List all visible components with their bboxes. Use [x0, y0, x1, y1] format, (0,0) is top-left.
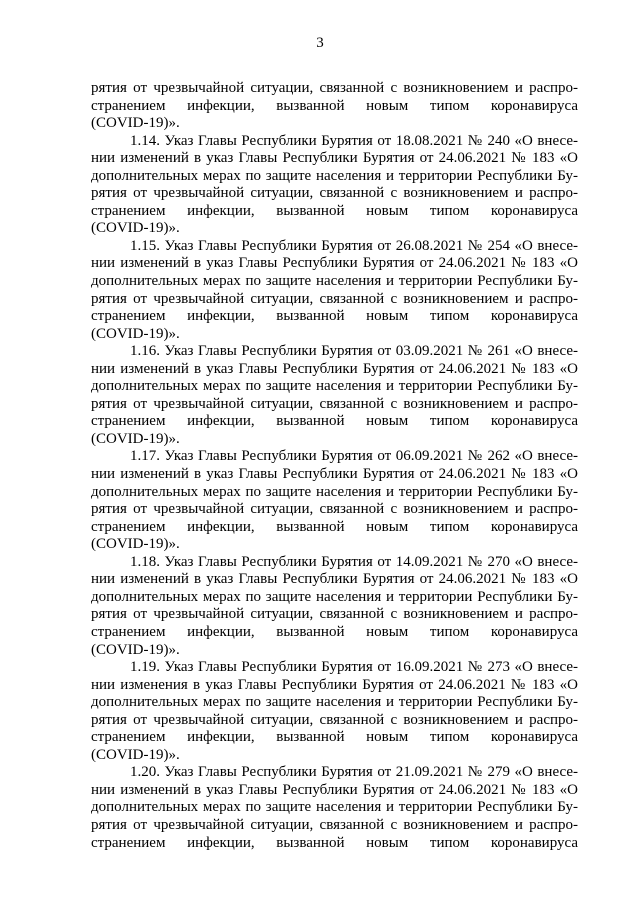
text-line: странением инфекции, вызванной новым типом коронавируса — [91, 97, 578, 114]
text-line: рятия от чрезвычайной ситуации, связанной с возникновением и распро- — [91, 711, 578, 728]
text-line: (COVID-19)». — [91, 115, 180, 132]
text-line: 1.16. Указ Главы Республики Бурятия от 03.09.2021 № 261 «О внесе- — [130, 343, 578, 360]
text-line: дополнительных мерах по защите населения и территории Республики Бу- — [91, 378, 578, 395]
text-line: дополнительных мерах по защите населения и территории Республики Бу- — [91, 273, 578, 290]
text-line: рятия от чрезвычайной ситуации, связанной с возникновением и распро- — [91, 290, 578, 307]
text-line: странением инфекции, вызванной новым типом коронавируса — [91, 202, 578, 219]
paragraph — [91, 343, 578, 448]
text-line: 1.18. Указ Главы Республики Бурятия от 14.09.2021 № 270 «О внесе- — [130, 553, 578, 570]
text-line: странением инфекции, вызванной новым типом коронавируса — [91, 729, 578, 746]
paragraph — [91, 659, 578, 764]
text-line: 1.20. Указ Главы Республики Бурятия от 21.09.2021 № 279 «О внесе- — [130, 764, 578, 781]
text-line: странением инфекции, вызванной новым типом коронавируса — [91, 518, 578, 535]
text-line: нии изменений в указ Главы Республики Бурятия от 24.06.2021 № 183 «О — [91, 255, 578, 272]
text-line: странением инфекции, вызванной новым типом коронавируса — [91, 623, 578, 640]
text-line: 1.17. Указ Главы Республики Бурятия от 06.09.2021 № 262 «О внесе- — [130, 448, 578, 465]
text-line: рятия от чрезвычайной ситуации, связанной с возникновением и распро- — [91, 395, 578, 412]
text-line: (COVID-19)». — [91, 746, 180, 763]
paragraph — [91, 80, 578, 133]
text-line: рятия от чрезвычайной ситуации, связанной с возникновением и распро- — [91, 501, 578, 518]
text-line: странением инфекции, вызванной новым типом коронавируса — [91, 834, 578, 851]
text-line: дополнительных мерах по защите населения и территории Республики Бу- — [91, 167, 578, 184]
text-line: (COVID-19)». — [91, 325, 180, 342]
text-line: (COVID-19)». — [91, 641, 180, 658]
text-line: странением инфекции, вызванной новым типом коронавируса — [91, 308, 578, 325]
page-number: 3 — [316, 35, 324, 51]
text-line: нии изменения в указ Главы Республики Бурятия от 24.06.2021 № 183 «О — [91, 676, 578, 693]
text-line: (COVID-19)». — [91, 220, 180, 237]
text-line: странением инфекции, вызванной новым типом коронавируса — [91, 413, 578, 430]
text-line: (COVID-19)». — [91, 430, 180, 447]
text-line: дополнительных мерах по защите населения и территории Республики Бу- — [91, 483, 578, 500]
text-line: 1.14. Указ Главы Республики Бурятия от 18.08.2021 № 240 «О внесе- — [130, 132, 578, 149]
text-line: нии изменений в указ Главы Республики Бурятия от 24.06.2021 № 183 «О — [91, 571, 578, 588]
text-line: 1.15. Указ Главы Республики Бурятия от 26.08.2021 № 254 «О внесе- — [130, 237, 578, 254]
paragraph — [91, 554, 578, 659]
text-line: нии изменений в указ Главы Республики Бурятия от 24.06.2021 № 183 «О — [91, 466, 578, 483]
text-line: дополнительных мерах по защите населения и территории Республики Бу- — [91, 799, 578, 816]
text-line: дополнительных мерах по защите населения и территории Республики Бу- — [91, 694, 578, 711]
text-line: рятия от чрезвычайной ситуации, связанной с возникновением и распро- — [91, 816, 578, 833]
text-line: нии изменений в указ Главы Республики Бурятия от 24.06.2021 № 183 «О — [91, 360, 578, 377]
text-line: нии изменений в указ Главы Республики Бурятия от 24.06.2021 № 183 «О — [91, 781, 578, 798]
document-body — [91, 80, 578, 852]
paragraph — [91, 764, 578, 852]
paragraph — [91, 133, 578, 238]
text-line: дополнительных мерах по защите населения и территории Республики Бу- — [91, 588, 578, 605]
paragraph — [91, 448, 578, 553]
text-line: 1.19. Указ Главы Республики Бурятия от 16.09.2021 № 273 «О внесе- — [130, 659, 578, 676]
paragraph — [91, 238, 578, 343]
text-line: (COVID-19)». — [91, 536, 180, 553]
text-line: рятия от чрезвычайной ситуации, связанной с возникновением и распро- — [91, 606, 578, 623]
text-line: нии изменений в указ Главы Республики Бурятия от 24.06.2021 № 183 «О — [91, 150, 578, 167]
text-line: рятия от чрезвычайной ситуации, связанной с возникновением и распро- — [91, 80, 578, 96]
text-line: рятия от чрезвычайной ситуации, связанной с возникновением и распро- — [91, 185, 578, 202]
